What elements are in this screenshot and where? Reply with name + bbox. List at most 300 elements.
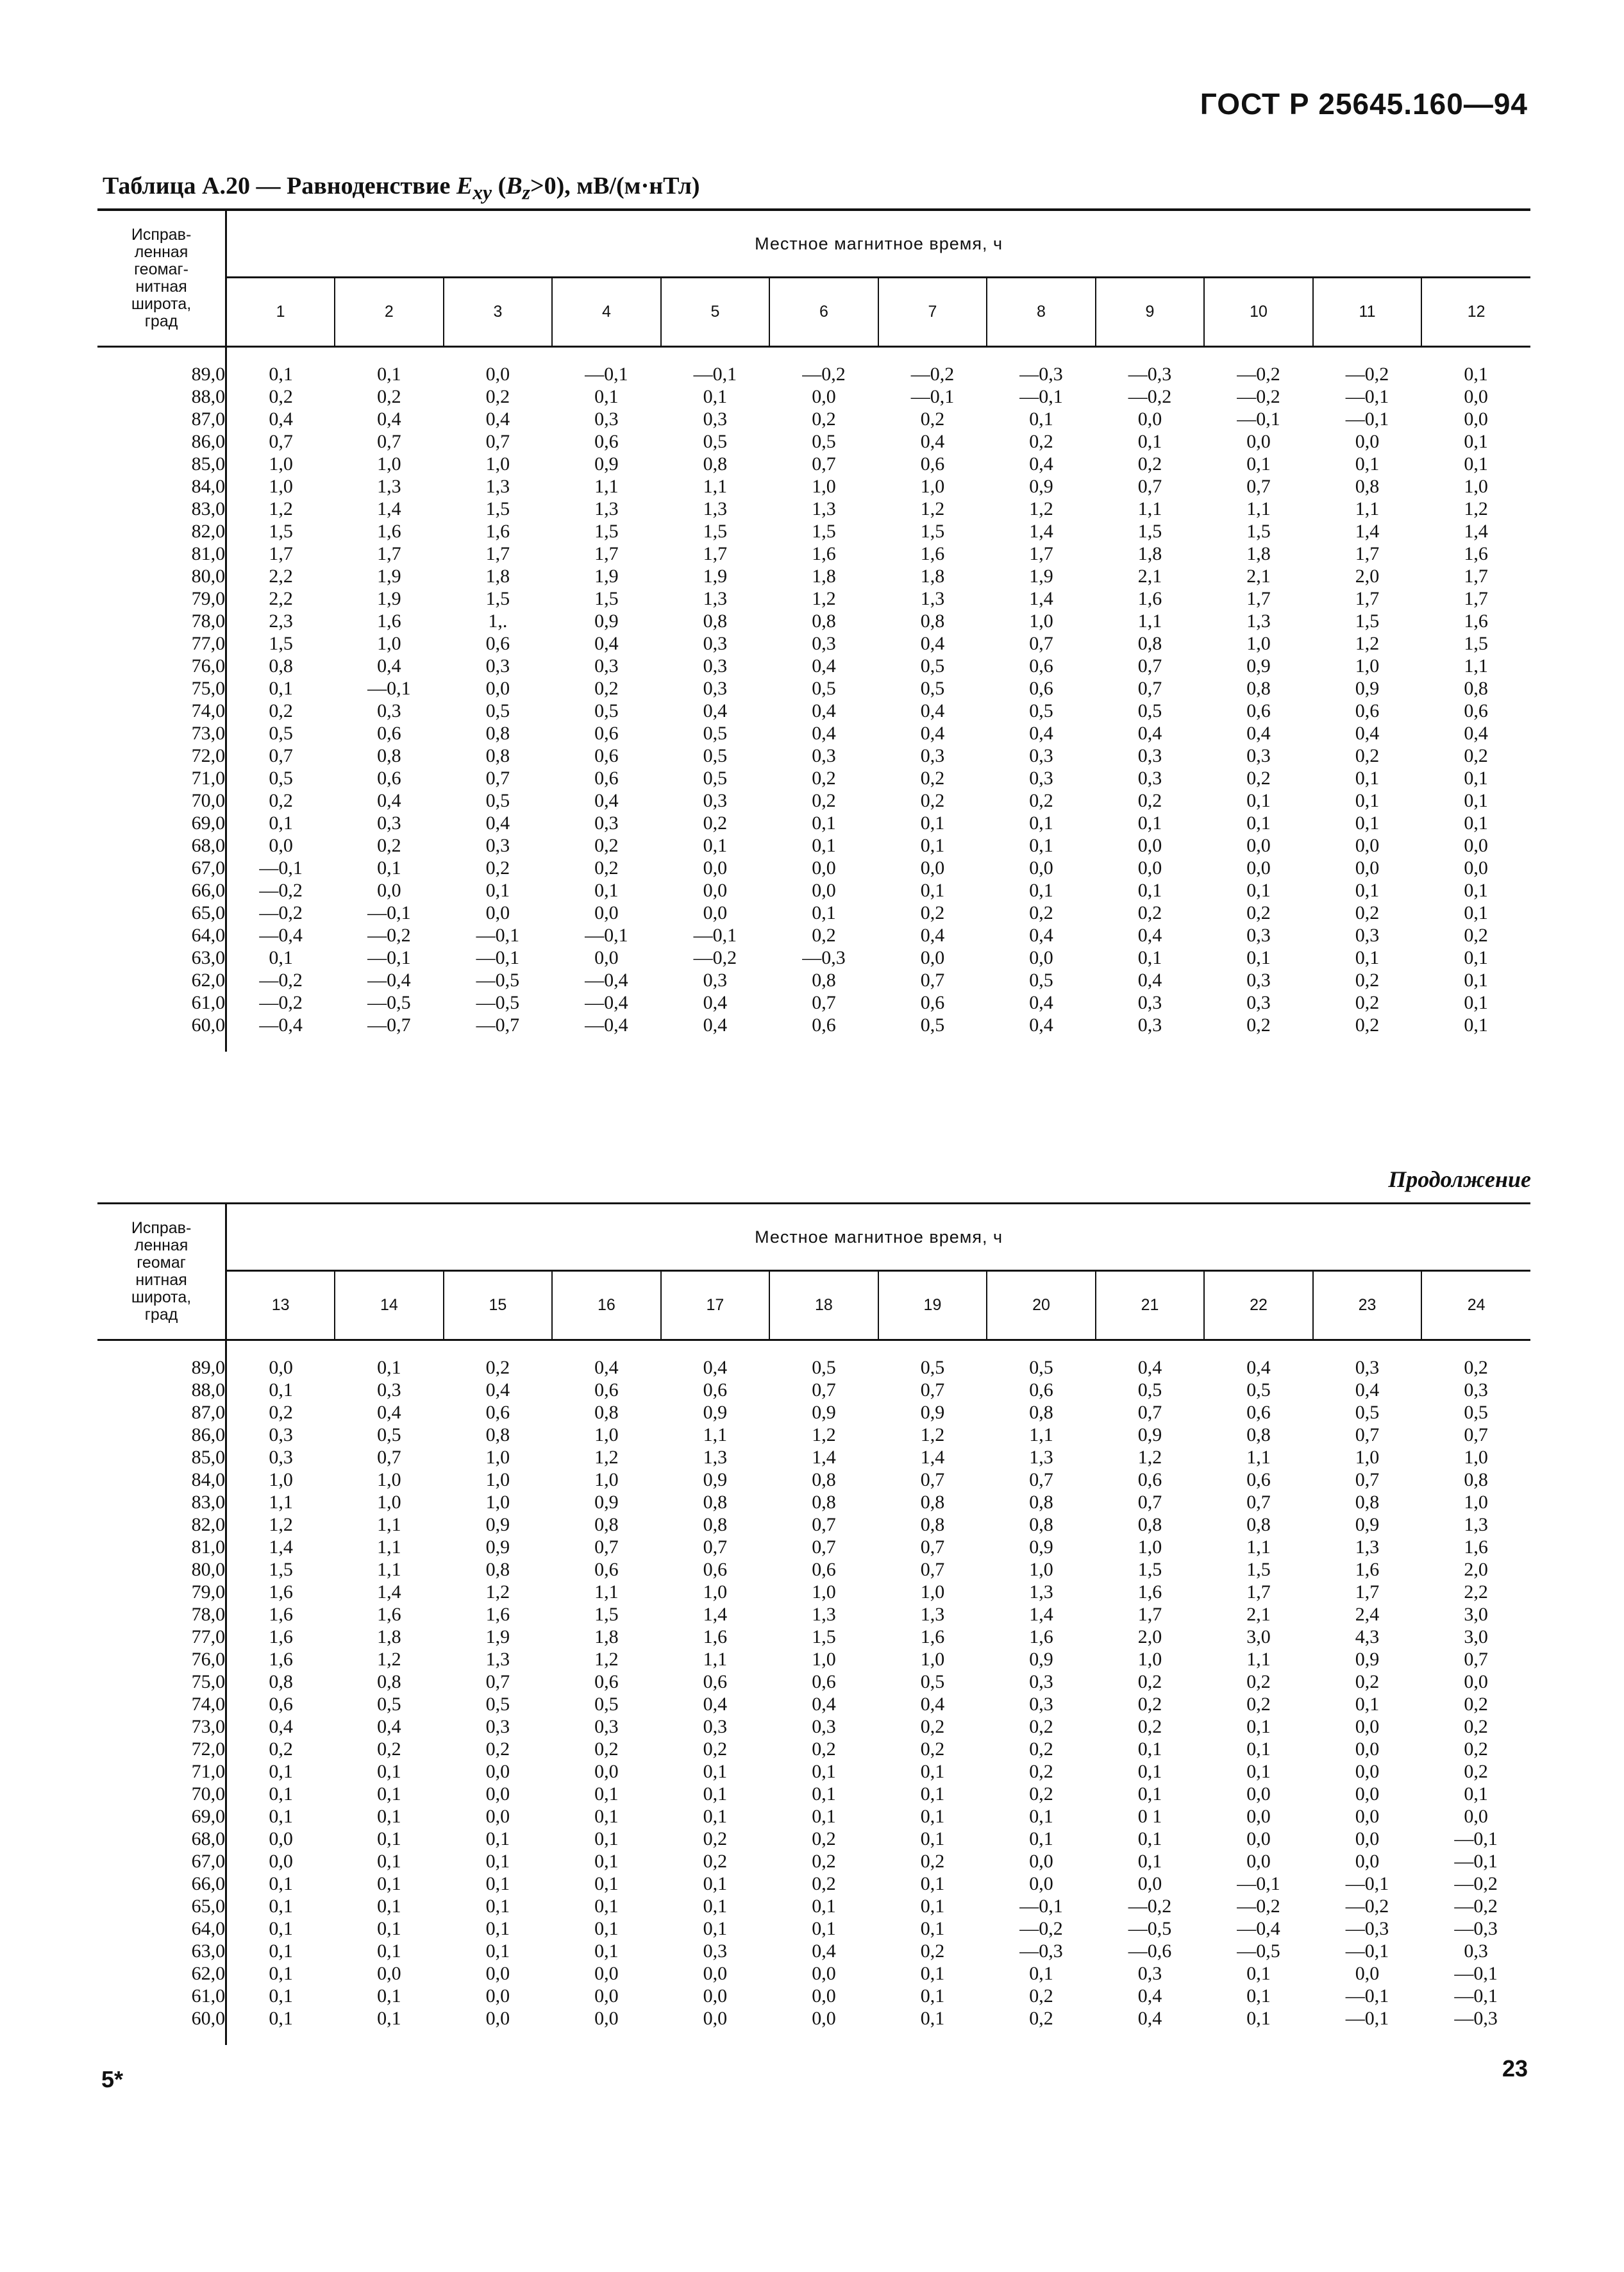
value-cell: 0,1 (920, 835, 945, 856)
value-cell: 2,2 (269, 566, 293, 587)
value-cell: 0,7 (485, 1671, 510, 1692)
hour-header: 16 (552, 1271, 661, 1340)
value-cell: 1,7 (377, 543, 401, 564)
value-cell: 0,2 (920, 1940, 945, 1962)
value-cell: 0,8 (812, 1492, 836, 1513)
value-cell: 0,2 (269, 790, 293, 811)
value-cell: 1,6 (1137, 1581, 1162, 1603)
value-cell: 0,4 (377, 1402, 401, 1423)
value-cell: 0,1 (594, 1783, 619, 1805)
value-cell: 0,1 (1137, 1828, 1162, 1849)
value-cell: 0,1 (812, 1783, 836, 1805)
title-sub-xy: xy (473, 181, 492, 204)
value-cell: 0,0 (1029, 1851, 1053, 1872)
value-cell: 0,1 (1246, 1963, 1271, 1984)
value-cell: 0,2 (1137, 1716, 1162, 1737)
value-cell: —0,1 (1345, 408, 1389, 430)
value-cell: 1,7 (485, 543, 510, 564)
value-cell: 1,6 (377, 1604, 401, 1625)
value-cell: 0,4 (812, 655, 836, 677)
value-cell: 0,0 (485, 1783, 510, 1805)
value-cell: —0,2 (259, 902, 303, 923)
value-cell: —0,2 (259, 880, 303, 901)
value-cell: 0,2 (1355, 1671, 1380, 1692)
latitude-cell: 84,0 (97, 475, 226, 498)
value-cell: 0,2 (1355, 992, 1380, 1013)
value-cell: 0,1 (1137, 1761, 1162, 1782)
value-cell: —0,1 (585, 364, 628, 385)
value-cell: 0,4 (703, 1357, 728, 1378)
value-cell: 0,2 (703, 812, 728, 834)
value-cell: 0,8 (703, 453, 728, 475)
value-cell: 0,1 (1137, 1738, 1162, 1760)
table-row (97, 722, 1530, 745)
value-cell: 0,2 (1464, 1761, 1488, 1782)
value-cell: 0,3 (703, 655, 728, 677)
page-number: 23 (1502, 2055, 1528, 2082)
value-cell: 0,1 (1246, 2008, 1271, 2029)
value-cell: 0,4 (1029, 992, 1053, 1013)
value-cell: —0,1 (1019, 1896, 1063, 1917)
value-cell: 0,5 (1246, 1379, 1271, 1401)
value-cell: 0,1 (594, 386, 619, 407)
value-cell: 0,4 (594, 790, 619, 811)
value-cell: 1,2 (594, 1447, 619, 1468)
value-cell: 2,2 (1464, 1581, 1488, 1603)
value-cell: 0,6 (812, 1014, 836, 1036)
value-cell: 0,0 (1246, 857, 1271, 879)
latitude-cell: 84,0 (97, 1468, 226, 1491)
value-cell: 0,1 (269, 1940, 293, 1962)
value-cell: —0,4 (259, 925, 303, 946)
value-cell: 0,0 (703, 2008, 728, 2029)
value-cell: 0,5 (920, 1014, 945, 1036)
value-cell: 0,1 (269, 1806, 293, 1827)
value-cell: 0,0 (1246, 1783, 1271, 1805)
value-cell: 1,4 (1355, 521, 1380, 542)
value-cell: 1,0 (1464, 476, 1488, 497)
latitude-cell: 69,0 (97, 812, 226, 834)
value-cell: 0,1 (920, 1873, 945, 1894)
hour-header: 2 (335, 278, 444, 347)
value-cell: 1,5 (920, 521, 945, 542)
value-cell: 3,0 (1246, 1626, 1271, 1647)
value-cell: 0,1 (1355, 947, 1380, 968)
latitude-cell: 81,0 (97, 1536, 226, 1558)
value-cell: 0,1 (594, 1873, 619, 1894)
title-symbol-e: E (456, 173, 473, 199)
value-cell: 0,1 (812, 835, 836, 856)
value-cell: 1,1 (377, 1559, 401, 1580)
table-row (97, 520, 1530, 543)
value-cell: 0,0 (594, 1761, 619, 1782)
value-cell: —0,1 (1237, 1873, 1280, 1894)
latitude-cell: 83,0 (97, 498, 226, 520)
value-cell: 0,1 (812, 1896, 836, 1917)
hour-header: 20 (987, 1271, 1096, 1340)
table-row (97, 1670, 1530, 1693)
value-cell: 0,7 (703, 1536, 728, 1558)
value-cell: 0,8 (1246, 678, 1271, 699)
latitude-cell: 74,0 (97, 1693, 226, 1715)
value-cell: 0,5 (377, 1694, 401, 1715)
value-cell: 0,2 (1464, 925, 1488, 946)
value-cell: 0,1 (1137, 1851, 1162, 1872)
value-cell: 0,8 (594, 1402, 619, 1423)
value-cell: 0,1 (377, 1873, 401, 1894)
value-cell: —0,1 (1454, 1828, 1498, 1849)
value-cell: 1,0 (1246, 633, 1271, 654)
value-cell: 0,1 (269, 1783, 293, 1805)
value-cell: 0,1 (1464, 768, 1488, 789)
hour-header: 5 (661, 278, 770, 347)
table-row (97, 632, 1530, 655)
value-cell: 0,0 (1355, 1851, 1380, 1872)
value-cell: 1,9 (703, 566, 728, 587)
value-cell: 0,3 (1137, 768, 1162, 789)
value-cell: 0,5 (703, 431, 728, 452)
value-cell: 0,5 (812, 678, 836, 699)
value-cell: 0,1 (377, 1828, 401, 1849)
value-cell: 1,9 (1029, 566, 1053, 587)
value-cell: 0,0 (812, 2008, 836, 2029)
value-cell: 0,2 (1464, 745, 1488, 766)
latitude-header-line: ленная (134, 243, 188, 261)
value-cell: 0,1 (920, 1985, 945, 2007)
value-cell: 0,1 (703, 1873, 728, 1894)
value-cell: 1,2 (1464, 498, 1488, 519)
value-cell: —0,2 (802, 364, 846, 385)
table-row (97, 991, 1530, 1014)
value-cell: 0,3 (812, 633, 836, 654)
value-cell: 0,7 (269, 431, 293, 452)
value-cell: 0,8 (703, 610, 728, 632)
latitude-cell: 64,0 (97, 924, 226, 947)
value-cell: 1,5 (1137, 1559, 1162, 1580)
value-cell: 0,1 (1029, 1806, 1053, 1827)
value-cell: 0,2 (920, 768, 945, 789)
value-cell: 0,6 (485, 633, 510, 654)
value-cell: 0,4 (1464, 723, 1488, 744)
value-cell: 1,0 (377, 633, 401, 654)
value-cell: 0,9 (594, 610, 619, 632)
value-cell: 0,3 (1029, 768, 1053, 789)
value-cell: 0,1 (377, 1851, 401, 1872)
value-cell: 1,1 (1137, 498, 1162, 519)
value-cell: 1,0 (485, 453, 510, 475)
value-cell: 0,8 (920, 1514, 945, 1535)
value-cell: 1,2 (1137, 1447, 1162, 1468)
value-cell: 0,3 (703, 1940, 728, 1962)
value-cell: 1,9 (377, 566, 401, 587)
table-row (97, 1424, 1530, 1446)
latitude-cell: 62,0 (97, 1962, 226, 1985)
value-cell: 0,2 (812, 790, 836, 811)
value-cell: 0,0 (1137, 1873, 1162, 1894)
value-cell: 0,2 (1246, 902, 1271, 923)
value-cell: 0,7 (1137, 678, 1162, 699)
value-cell: 1,5 (1246, 1559, 1271, 1580)
table-row (97, 475, 1530, 498)
value-cell: 0,2 (1246, 1014, 1271, 1036)
value-cell: 0,4 (920, 431, 945, 452)
value-cell: 0,6 (703, 1671, 728, 1692)
value-cell: 0,3 (703, 970, 728, 991)
value-cell: 0,2 (703, 1828, 728, 1849)
value-cell: 1,3 (703, 1447, 728, 1468)
latitude-cell: 60,0 (97, 1014, 226, 1036)
value-cell: 0,8 (377, 1671, 401, 1692)
value-cell: 0,2 (812, 408, 836, 430)
value-cell: 0,7 (920, 970, 945, 991)
local-magnetic-time-header: Местное магнитное время, ч (226, 1204, 1530, 1271)
latitude-cell: 78,0 (97, 1603, 226, 1626)
value-cell: 1,1 (594, 476, 619, 497)
value-cell: 0,1 (1355, 768, 1380, 789)
value-cell: 1,6 (269, 1626, 293, 1647)
value-cell: 1,3 (703, 498, 728, 519)
table-row (97, 1828, 1530, 1850)
value-cell: —0,3 (1019, 364, 1063, 385)
value-cell: —0,4 (585, 1014, 628, 1036)
value-cell: 0,2 (594, 857, 619, 879)
value-cell: 1,3 (485, 476, 510, 497)
value-cell: 0,0 (269, 1828, 293, 1849)
value-cell: 1,1 (703, 1649, 728, 1670)
value-cell: 2,0 (1137, 1626, 1162, 1647)
value-cell: 1,4 (377, 498, 401, 519)
value-cell: 1,5 (485, 498, 510, 519)
value-cell: 0,1 (377, 1985, 401, 2007)
table-row (97, 430, 1530, 453)
value-cell: 0,1 (594, 1806, 619, 1827)
value-cell: 1,2 (812, 588, 836, 609)
value-cell: 0,2 (269, 700, 293, 721)
value-cell: 0,6 (594, 768, 619, 789)
value-cell: 1,7 (1464, 566, 1488, 587)
value-cell: 0,1 (377, 1806, 401, 1827)
table-row (97, 1962, 1530, 1985)
value-cell: 4,3 (1355, 1626, 1380, 1647)
value-cell: 0,2 (812, 1851, 836, 1872)
value-cell: 1,3 (920, 588, 945, 609)
value-cell: 1,3 (1029, 1447, 1053, 1468)
value-cell: 0,2 (1137, 1671, 1162, 1692)
value-cell: 0,9 (485, 1514, 510, 1535)
latitude-cell: 79,0 (97, 1581, 226, 1603)
value-cell: —0,7 (367, 1014, 411, 1036)
value-cell: 0,6 (594, 1559, 619, 1580)
table-row (97, 902, 1530, 924)
value-cell: 2,1 (1246, 1604, 1271, 1625)
value-cell: 0,7 (269, 745, 293, 766)
value-cell: 0,1 (703, 1896, 728, 1917)
value-cell: 1,0 (812, 1649, 836, 1670)
value-cell: 1,6 (269, 1581, 293, 1603)
value-cell: 0,1 (1355, 880, 1380, 901)
latitude-cell: 70,0 (97, 1783, 226, 1805)
value-cell: 0,4 (812, 723, 836, 744)
latitude-header-line: широта, (131, 1288, 192, 1306)
value-cell: 0,6 (377, 768, 401, 789)
value-cell: 0,7 (485, 431, 510, 452)
value-cell: 1,0 (485, 1447, 510, 1468)
value-cell: 0,8 (269, 655, 293, 677)
value-cell: 0,7 (377, 431, 401, 452)
value-cell: 0,2 (1464, 1694, 1488, 1715)
hour-header: 4 (552, 278, 661, 347)
value-cell: 3,0 (1464, 1626, 1488, 1647)
value-cell: 0,1 (1355, 790, 1380, 811)
value-cell: 1,0 (1355, 1447, 1380, 1468)
value-cell: 1,2 (1355, 633, 1380, 654)
value-cell: 0,2 (269, 1738, 293, 1760)
value-cell: —0,1 (367, 902, 411, 923)
hour-header: 24 (1421, 1271, 1530, 1340)
value-cell: 0,0 (1355, 431, 1380, 452)
value-cell: 1,0 (812, 476, 836, 497)
value-cell: 0,2 (920, 408, 945, 430)
value-cell: 0,0 (1246, 1851, 1271, 1872)
value-cell: 1,3 (594, 498, 619, 519)
latitude-cell: 88,0 (97, 385, 226, 408)
value-cell: 0,4 (377, 1716, 401, 1737)
value-cell: —0,3 (1128, 364, 1172, 385)
latitude-cell: 67,0 (97, 857, 226, 879)
value-cell: 1,0 (594, 1469, 619, 1490)
value-cell: 0,3 (1137, 1014, 1162, 1036)
table-row (97, 1783, 1530, 1805)
value-cell: 0,9 (703, 1402, 728, 1423)
value-cell: 1,7 (1355, 588, 1380, 609)
value-cell: 1,0 (1137, 1536, 1162, 1558)
value-cell: 0,1 (485, 1873, 510, 1894)
value-cell: 0,1 (594, 880, 619, 901)
value-cell: 1,1 (377, 1536, 401, 1558)
value-cell: 0,6 (485, 1402, 510, 1423)
hour-header: 17 (661, 1271, 770, 1340)
value-cell: —0,7 (476, 1014, 520, 1036)
value-cell: 0,1 (1464, 992, 1488, 1013)
value-cell: 0,4 (1246, 723, 1271, 744)
value-cell: 0,0 (594, 947, 619, 968)
latitude-header-line: широта, (131, 295, 192, 313)
value-cell: 1,0 (1029, 1559, 1053, 1580)
value-cell: 1,5 (485, 588, 510, 609)
value-cell: 0,1 (377, 857, 401, 879)
value-cell: 0,1 (269, 1761, 293, 1782)
value-cell: 1,. (488, 610, 508, 632)
table-row (97, 767, 1530, 789)
value-cell: 0,1 (1246, 1716, 1271, 1737)
value-cell: 1,1 (594, 1581, 619, 1603)
value-cell: 0,6 (703, 1379, 728, 1401)
hour-header: 18 (769, 1271, 878, 1340)
table-row (97, 924, 1530, 947)
value-cell: 0,1 (920, 1896, 945, 1917)
value-cell: 0,8 (920, 610, 945, 632)
value-cell: 1,6 (1355, 1559, 1380, 1580)
value-cell: 1,2 (1029, 498, 1053, 519)
table-row (97, 700, 1530, 722)
value-cell: 0,3 (269, 1447, 293, 1468)
value-cell: 1,4 (703, 1604, 728, 1625)
value-cell: 0,6 (812, 1671, 836, 1692)
value-cell: 0,2 (812, 1828, 836, 1849)
value-cell: 0,6 (1355, 700, 1380, 721)
value-cell: 0,5 (377, 1424, 401, 1445)
value-cell: 0,5 (1355, 1402, 1380, 1423)
value-cell: 0,5 (703, 745, 728, 766)
value-cell: 0,1 (377, 364, 401, 385)
value-cell: 1,0 (377, 1492, 401, 1513)
value-cell: 0,5 (594, 700, 619, 721)
value-cell: 0,3 (1029, 1671, 1053, 1692)
value-cell: 0,4 (1029, 925, 1053, 946)
value-cell: 0,2 (920, 1851, 945, 1872)
value-cell: 1,4 (920, 1447, 945, 1468)
value-cell: 0,6 (1464, 700, 1488, 721)
continuation-label: Продолжение (1388, 1166, 1531, 1192)
value-cell: 0,0 (485, 364, 510, 385)
value-cell: 1,8 (485, 566, 510, 587)
value-cell: 0,3 (812, 745, 836, 766)
value-cell: 0,1 (1246, 947, 1271, 968)
value-cell: 0,1 (1137, 880, 1162, 901)
table-row (97, 1940, 1530, 1962)
latitude-cell: 65,0 (97, 902, 226, 924)
value-cell: 0,1 (1029, 812, 1053, 834)
value-cell: 1,0 (920, 1649, 945, 1670)
value-cell: 0,0 (485, 678, 510, 699)
value-cell: 0,6 (594, 745, 619, 766)
value-cell: 0,5 (920, 655, 945, 677)
value-cell: —0,2 (1237, 364, 1280, 385)
value-cell: 0,8 (1464, 678, 1488, 699)
value-cell: 0,9 (594, 1492, 619, 1513)
value-cell: 0,1 (269, 1963, 293, 1984)
hour-header: 12 (1421, 278, 1530, 347)
value-cell: 1,8 (1246, 543, 1271, 564)
value-cell: 1,0 (269, 453, 293, 475)
latitude-cell: 77,0 (97, 632, 226, 655)
value-cell: —0,1 (476, 947, 520, 968)
value-cell: 1,0 (920, 1581, 945, 1603)
value-cell: 2,0 (1464, 1559, 1488, 1580)
value-cell: 1,1 (1464, 655, 1488, 677)
value-cell: 1,6 (269, 1604, 293, 1625)
value-cell: 0,5 (1464, 1402, 1488, 1423)
value-cell: 1,8 (920, 566, 945, 587)
title-prefix: Таблица А.20 — Равноденствие (103, 173, 456, 199)
value-cell: —0,1 (367, 947, 411, 968)
value-cell: 0,8 (594, 1514, 619, 1535)
value-cell: 0,2 (1137, 453, 1162, 475)
value-cell: 0,4 (1137, 970, 1162, 991)
value-cell: —0,1 (910, 386, 955, 407)
value-cell: 0,1 (1029, 408, 1053, 430)
latitude-cell: 72,0 (97, 745, 226, 767)
value-cell: 0,3 (377, 700, 401, 721)
value-cell: 0,5 (594, 1694, 619, 1715)
value-cell: 1,5 (812, 521, 836, 542)
value-cell: —0,1 (693, 925, 737, 946)
latitude-cell: 89,0 (97, 363, 226, 385)
value-cell: 0,3 (485, 655, 510, 677)
table-row (97, 1872, 1530, 1895)
latitude-cell: 77,0 (97, 1626, 226, 1648)
value-cell: 1,6 (920, 1626, 945, 1647)
